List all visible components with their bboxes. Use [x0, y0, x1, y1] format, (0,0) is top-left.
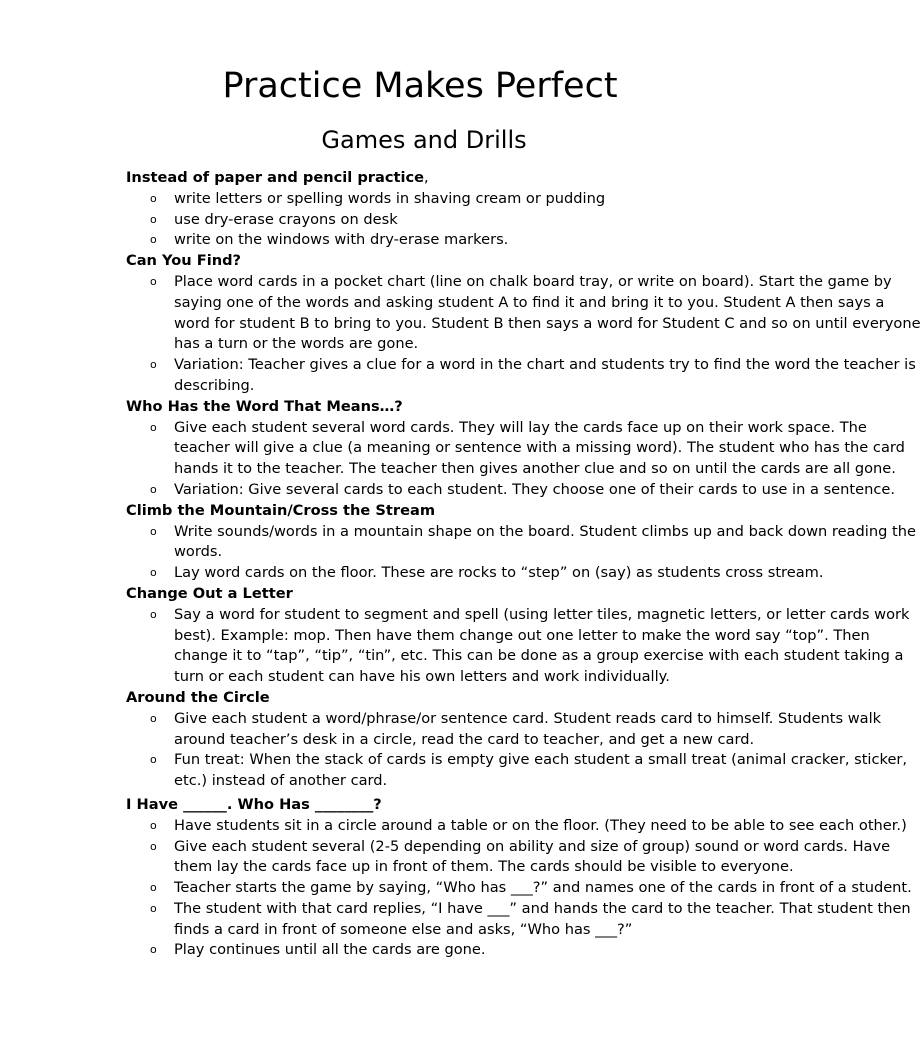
list-item-line: [126, 920, 816, 941]
list-item-text: Fun treat: When the stack of cards is empty give each student a small treat (animal cracker, sticker,: [174, 751, 908, 769]
list-item-line: [126, 376, 816, 397]
page-subtitle: Games and Drills: [321, 126, 527, 154]
list-item-line: [126, 480, 895, 501]
list-item-line: [126, 189, 816, 210]
list-item-text: etc.) instead of another card.: [174, 772, 388, 790]
list-item-line: [126, 816, 907, 837]
list-item: [126, 816, 907, 837]
list-item-line: [126, 940, 816, 961]
list-item-text: turn or each student can have his own letters and work individually.: [174, 668, 670, 686]
list-item: [126, 480, 895, 501]
list-item-text: Variation: Give several cards to each student. They choose one of their cards to use in a sentence.: [174, 480, 895, 498]
section-heading: [126, 688, 816, 709]
list-item-text: Give each student several (2-5 depending on ability and size of group) sound or word cards. Have: [174, 837, 891, 855]
bullet-icon: o: [150, 274, 157, 288]
list-item: [126, 522, 916, 564]
list-item-text: around teacher’s desk in a circle, read the card to teacher, and get a new card.: [174, 730, 755, 748]
section-heading: [126, 584, 816, 605]
list-item-line: [126, 522, 916, 543]
section-heading-text: Instead of paper and pencil practice: [126, 169, 425, 186]
list-item-text: hands it to the teacher. The teacher then gives another clue and so on until the cards are all gone.: [174, 460, 896, 478]
list-item-text: change it to “tap”, “tip”, “tin”, etc. This can be done as a group exercise with each student taking a: [174, 647, 904, 665]
list-item: [126, 709, 882, 751]
section: [126, 792, 912, 961]
list-item-text: write on the windows with dry-erase markers.: [174, 231, 509, 249]
bullet-icon: o: [150, 482, 157, 496]
list-item-text: Teacher starts the game by saying, “Who has ___?” and names one of the cards in front of a student.: [174, 879, 912, 897]
list-item-line: [126, 563, 824, 584]
list-item-text: teacher will give a clue (a meaning or sentence with a missing word). The student who has the card: [174, 439, 905, 457]
list-item-line: [126, 837, 891, 858]
bullet-icon: o: [150, 607, 157, 621]
list-item: [126, 355, 916, 397]
section: [126, 251, 921, 397]
list-item-text: best). Example: mop. Then have them change out one letter to make the word say “top”. Then: [174, 626, 870, 644]
list-item-text: Write sounds/words in a mountain shape on the board. Student climbs up and back down reading the: [174, 522, 916, 540]
bullet-icon: o: [150, 524, 157, 538]
list-item-line: [126, 334, 816, 355]
list-item-line: [126, 230, 816, 251]
list-item-text: The student with that card replies, “I have ___” and hands the card to the teacher. That student then: [174, 899, 911, 917]
bullet-icon: o: [150, 566, 157, 580]
list-item-line: [126, 542, 816, 563]
bullet-icon: o: [150, 753, 157, 767]
bullet-icon: o: [150, 881, 157, 895]
list-item: [126, 750, 908, 792]
list-item-line: [126, 857, 816, 878]
section-heading-text: Can You Find?: [126, 252, 242, 270]
list-item-text: Give each student a word/phrase/or sentence card. Student reads card to himself. Students walk: [174, 709, 882, 727]
list-item-line: [126, 438, 905, 459]
list-item-line: [126, 210, 816, 231]
section-heading: [126, 795, 816, 816]
bullet-icon: o: [150, 943, 157, 957]
bullet-icon: o: [150, 191, 157, 205]
section-heading-text: Around the Circle: [126, 688, 270, 706]
list-item-text: finds a card in front of someone else and asks, “Who has ___?”: [174, 920, 633, 938]
bullet-icon: o: [150, 420, 157, 434]
section-heading-suffix: ,: [424, 169, 429, 186]
list-item: [126, 837, 891, 879]
list-item-line: [126, 899, 911, 920]
list-item: [126, 899, 911, 941]
list-item-line: [126, 730, 816, 751]
list-item-text: word for student B to bring to you. Student B then says a word for Student C and so on until everyone: [174, 314, 921, 332]
bullet-icon: o: [150, 233, 157, 247]
bullet-icon: o: [150, 711, 157, 725]
list-item: [126, 210, 816, 231]
section-heading: [126, 251, 816, 272]
bullet-icon: o: [150, 839, 157, 853]
bullet-icon: o: [150, 212, 157, 226]
list-item: [126, 230, 816, 251]
list-item-text: words.: [174, 543, 223, 561]
list-item-line: [126, 459, 896, 480]
list-item-text: describing.: [174, 376, 255, 394]
list-item-line: [126, 709, 882, 730]
list-item-text: Say a word for student to segment and spell (using letter tiles, magnetic letters, or letter cards work: [174, 605, 910, 623]
list-item-text: Have students sit in a circle around a table or on the floor. (They need to be able to see each other.): [174, 816, 907, 834]
page-title: Practice Makes Perfect: [222, 66, 618, 106]
list-item-line: [126, 605, 910, 626]
section: [126, 688, 908, 792]
list-item-line: [126, 293, 885, 314]
list-item-line: [126, 272, 892, 293]
list-item-text: them lay the cards face up in front of them. The cards should be visible to everyone.: [174, 858, 794, 876]
list-item-text: has a turn or the words are gone.: [174, 335, 419, 353]
section-heading-text: Change Out a Letter: [126, 584, 293, 602]
section-heading-text: Who Has the Word That Means…?: [126, 397, 403, 415]
list-item-text: Play continues until all the cards are gone.: [174, 941, 486, 959]
section-heading-text: I Have ______. Who Has ________?: [126, 795, 382, 813]
list-item: [126, 605, 910, 688]
list-item-text: Place word cards in a pocket chart (line on chalk board tray, or write on board). Start the game by: [174, 272, 892, 290]
list-item: [126, 878, 912, 899]
list-item-line: [126, 418, 867, 439]
list-item-text: use dry-erase crayons on desk: [174, 210, 398, 228]
section: [126, 501, 916, 584]
list-item: [126, 418, 905, 480]
section-heading: [126, 397, 816, 418]
section-heading: [126, 501, 816, 522]
section: [126, 584, 910, 688]
list-item-text: Variation: Teacher gives a clue for a word in the chart and students try to find the word the teacher is: [174, 356, 916, 374]
section: [126, 397, 905, 501]
list-item: [126, 189, 816, 210]
list-item-line: [126, 771, 816, 792]
list-item-text: write letters or spelling words in shaving cream or pudding: [174, 189, 606, 207]
section-heading-text: Climb the Mountain/Cross the Stream: [126, 501, 436, 519]
list-item-line: [126, 646, 904, 667]
section-heading: [126, 168, 816, 189]
list-item-line: [126, 314, 921, 335]
list-item: [126, 272, 921, 355]
document-body: [126, 168, 921, 961]
list-item-line: [126, 667, 816, 688]
bullet-icon: o: [150, 358, 157, 372]
bullet-icon: o: [150, 901, 157, 915]
list-item-text: saying one of the words and asking student A to find it and bring it to you. Student A then says a: [174, 293, 885, 311]
list-item-text: Give each student several word cards. They will lay the cards face up on their work space. The: [174, 418, 867, 436]
bullet-icon: o: [150, 818, 157, 832]
list-item-line: [126, 878, 912, 899]
section: [126, 168, 816, 251]
list-item-line: [126, 750, 908, 771]
list-item-line: [126, 355, 916, 376]
list-item: [126, 940, 816, 961]
list-item: [126, 563, 824, 584]
list-item-text: Lay word cards on the floor. These are rocks to “step” on (say) as students cross stream.: [174, 564, 824, 582]
list-item-line: [126, 626, 870, 647]
